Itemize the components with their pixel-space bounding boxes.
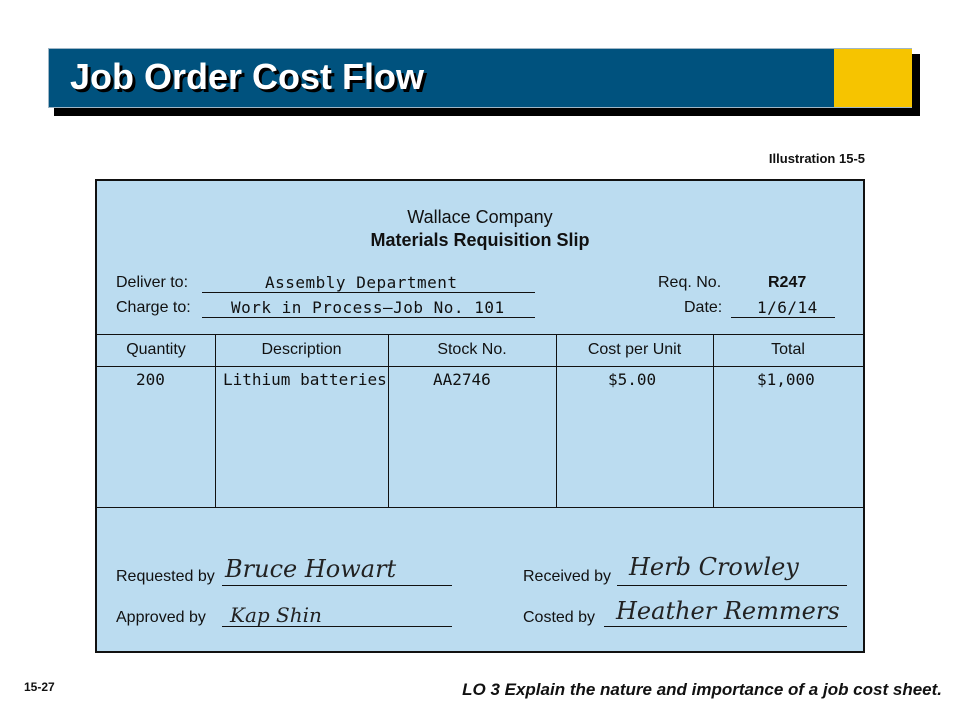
approved-by-label: Approved by [116, 609, 206, 626]
company-name: Wallace Company [407, 207, 553, 227]
column-header-stock-no: Stock No. [437, 341, 507, 358]
requested-by-label: Requested by [116, 568, 215, 585]
date-value: 1/6/14 [757, 298, 818, 317]
requested-by-signature: Bruce Howart [225, 555, 397, 583]
table-header-border [97, 366, 863, 367]
approved-by-signature: Kap Shin [230, 603, 322, 627]
page-number: 15-27 [24, 680, 55, 694]
column-header-quantity: Quantity [126, 341, 186, 358]
learning-objective: LO 3 Explain the nature and importance of a job cost sheet. [462, 680, 942, 699]
costed-by-signature: Heather Remmers [616, 597, 840, 625]
form-title: Materials Requisition Slip [370, 230, 590, 250]
date-label: Date: [684, 299, 723, 316]
column-header-total: Total [771, 341, 805, 358]
cell-quantity: 200 [136, 370, 165, 389]
charge-to-value: Work in Process—Job No. 101 [231, 298, 505, 317]
requisition-table [97, 334, 863, 508]
received-by-signature: Herb Crowley [629, 553, 799, 581]
received-by-label: Received by [523, 568, 612, 585]
cell-stock-no: AA2746 [433, 370, 491, 389]
column-header-cost-per-unit: Cost per Unit [587, 341, 682, 358]
cell-cost-per-unit: $5.00 [608, 370, 657, 389]
charge-to-label: Charge to: [116, 299, 191, 316]
materials-requisition-slip [95, 179, 865, 653]
cell-description: Lithium batteries [223, 370, 387, 389]
costed-by-label: Costed by [523, 609, 596, 626]
cell-total: $1,000 [757, 370, 815, 389]
title-banner-accent [834, 49, 912, 107]
table-bottom-border [97, 507, 863, 508]
illustration-label: Illustration 15-5 [768, 151, 865, 166]
column-header-description: Description [261, 341, 342, 358]
slide-title: Job Order Cost Flow [70, 56, 425, 97]
deliver-to-label: Deliver to: [116, 274, 189, 291]
req-no-label: Req. No. [658, 274, 722, 291]
deliver-to-value: Assembly Department [265, 273, 458, 292]
req-no-value: R247 [768, 274, 807, 291]
